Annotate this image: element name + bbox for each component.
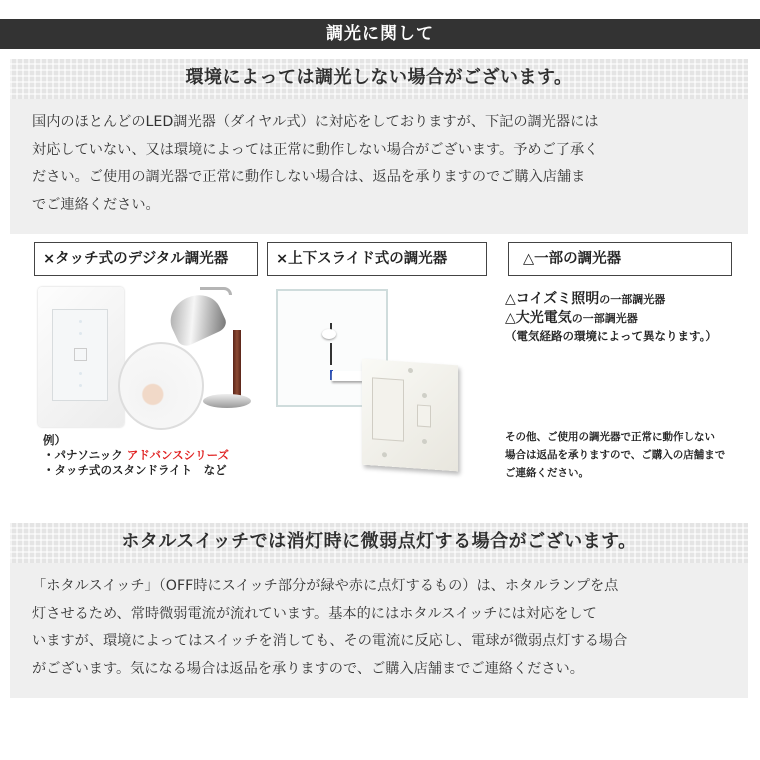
lamp-pole-icon xyxy=(233,330,241,398)
partial-item-daiko xyxy=(505,309,717,328)
lamp-base-icon xyxy=(203,394,251,408)
example-series-highlight: アドバンスシリーズ xyxy=(126,448,230,462)
led-dot-icon xyxy=(79,384,82,387)
note-line: その他、ご使用の調光器で正常に動作しない xyxy=(505,431,715,443)
led-dot-icon xyxy=(79,320,82,323)
slide-lever-icon xyxy=(332,371,364,381)
hotaru-switch-heading: ホタルスイッチでは消灯時に微弱点灯する場合がございます。 xyxy=(10,523,748,563)
finger-touch-closeup-icon xyxy=(118,342,204,430)
slide-slot-icon xyxy=(330,343,332,365)
example-line-1 xyxy=(43,448,229,463)
section-title-bar xyxy=(0,19,760,49)
touch-button-icon xyxy=(74,348,87,361)
body-line: 対応していない、又は環境によっては正常に動作しない場合がございます。予めご了承く xyxy=(32,141,599,158)
brand-name: △コイズミ照明 xyxy=(505,291,600,307)
lamp-arm-icon xyxy=(200,287,232,295)
brand-name: △大光電気 xyxy=(505,310,572,326)
toggle-dimmer-plate-icon xyxy=(362,359,458,472)
body-line: ださい。ご使用の調光器で正常に動作しない場合は、返品を承りますのでご購入店舗ま xyxy=(32,169,586,185)
body-line: 国内のほとんどのLED調光器（ダイヤル式）に対応をしておりますが、下記の調光器には xyxy=(32,114,599,130)
category-label-slide: ×上下スライド式の調光器 xyxy=(267,242,487,276)
led-dot-icon xyxy=(79,332,82,335)
touch-examples xyxy=(43,433,229,478)
touch-switch-plate-icon xyxy=(38,287,124,427)
screw-icon xyxy=(382,452,387,457)
partial-item-koizumi xyxy=(505,290,717,309)
desk-lamp-shade-icon xyxy=(163,287,229,349)
partial-note: （電気経路の環境によって異なります。） xyxy=(505,329,717,343)
category-label-touch: ×タッチ式のデジタル調光器 xyxy=(34,242,258,276)
dimmer-slide-unit-icon xyxy=(372,377,404,441)
brand-suffix: の一部調光器 xyxy=(599,293,666,306)
body-line: でご連絡ください。 xyxy=(32,196,160,213)
brand-suffix: の一部調光器 xyxy=(571,312,638,325)
slider-knob-icon xyxy=(322,329,336,339)
screw-icon xyxy=(422,393,427,398)
body-line: 灯させるため、常時微弱電流が流れています。基本的にはホタルスイッチには対応をして xyxy=(32,605,597,622)
toggle-switch-icon xyxy=(417,404,431,427)
dimming-notice-heading: 環境によっては調光しない場合がございます。 xyxy=(10,59,748,99)
dimming-notice-body xyxy=(10,99,748,231)
hotaru-switch-panel xyxy=(10,523,748,698)
led-dot-icon xyxy=(79,372,82,375)
example-prefix: 例） xyxy=(43,433,66,447)
section-title: 調光に関して xyxy=(326,24,434,44)
partial-dimmer-list xyxy=(505,290,717,344)
note-line: ご連絡ください。 xyxy=(505,467,589,479)
touch-panel xyxy=(52,309,108,401)
body-line: がございます。気になる場合は返品を承りますので、ご購入店舗までご連絡ください。 xyxy=(32,660,584,677)
screw-icon xyxy=(408,368,413,373)
example-line-2: ・タッチ式のスタンドライト など xyxy=(43,463,227,477)
body-line: 「ホタルスイッチ」（OFF時にスイッチ部分が緑や赤に点灯するもの）は、ホタルランプを点 xyxy=(32,578,619,594)
hotaru-switch-body xyxy=(10,563,748,695)
other-dimmer-note xyxy=(505,428,725,482)
example-brand: ・パナソニック xyxy=(43,448,127,462)
dimming-notice-panel xyxy=(10,59,748,234)
note-line: 場合は返品を承りますので、ご購入の店舗まで xyxy=(505,449,726,461)
screw-icon xyxy=(422,439,427,444)
body-line: いますが、環境によってはスイッチを消しても、その電流に反応し、電球が微弱点灯する場合 xyxy=(32,633,628,649)
category-label-partial: △一部の調光器 xyxy=(508,242,732,276)
